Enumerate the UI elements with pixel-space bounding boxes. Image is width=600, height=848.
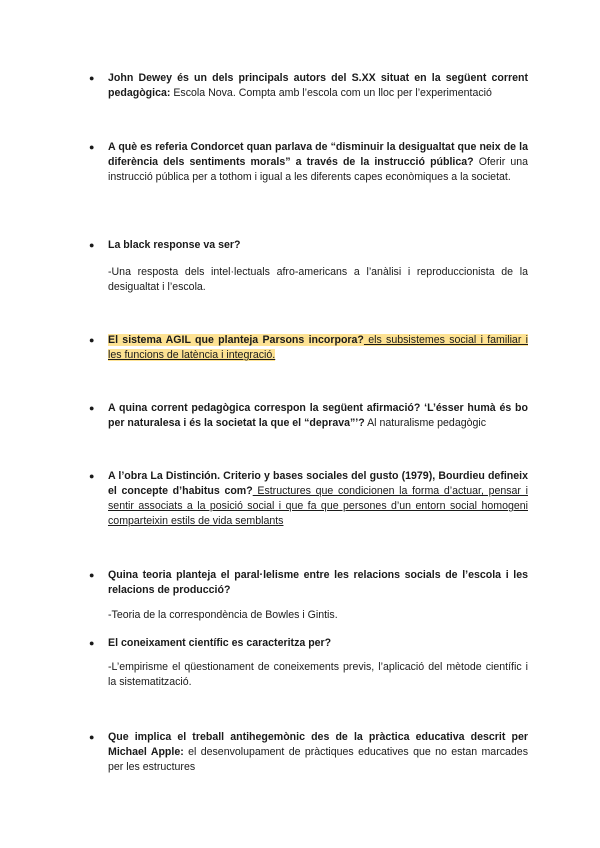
answer-text: el desenvolupament de pràctiques educatives que no estan marcades per les estructures (108, 746, 528, 773)
qa-item-9 (108, 730, 528, 775)
answer-text: els subsistemes social i familiar i les funcions de latència i integració. (108, 334, 528, 361)
answer-text: -Teoria de la correspondència de Bowles i Gintis. (108, 609, 338, 621)
qa-item-5 (108, 401, 528, 431)
answer-text: Estructures que condicionen la forma d’actuar, pensar i sentir associats a la posició social i que fa que persones d’un entorn social homogeni comparteixin estils de vida semblants (108, 485, 528, 527)
qa-item-3 (108, 238, 528, 253)
qa-item-6 (108, 469, 528, 529)
qa-item-2 (108, 140, 528, 185)
answer-text: Escola Nova. Compta amb l’escola com un lloc per l’experimentació (170, 87, 492, 99)
qa-item-4 (108, 333, 528, 363)
bullet-icon: ● (89, 335, 95, 345)
qa-item-1 (108, 71, 528, 101)
qa-item-8 (108, 636, 528, 651)
question-text: El coneixament científic es caracteritza per? (108, 637, 332, 649)
qa-item-7 (108, 568, 528, 598)
bullet-icon: ● (89, 142, 95, 152)
bullet-icon: ● (89, 240, 95, 250)
question-text: Que implica el treball antihegemònic des de la pràctica educativa descrit per Michael Apple: (108, 731, 528, 758)
answer-text: -L’empirisme el qüestionament de coneixements previs, l’aplicació del mètode científic i la sistematització. (108, 661, 528, 688)
answer-text: Oferir una instrucció pública per a tothom i igual a les diferents capes econòmiques a la societat. (108, 156, 529, 183)
bullet-icon: ● (89, 638, 95, 648)
question-text: A què es referia Condorcet quan parlava de “disminuir la desigualtat que neix de la diferència dels sentiments morals” a través de la instrucció pública? (108, 141, 528, 168)
bullet-icon: ● (89, 403, 95, 413)
bullet-icon: ● (89, 73, 95, 83)
question-text: Quina teoria planteja el paral·lelisme entre les relacions socials de l’escola i les relacions de producció? (108, 569, 528, 596)
bullet-icon: ● (89, 570, 95, 580)
bullet-icon: ● (89, 471, 95, 481)
answer-text: Al naturalisme pedagògic (364, 417, 487, 429)
question-text: La black response va ser? (108, 239, 241, 251)
question-text: A l’obra La Distinción. Criterio y bases sociales del gusto (1979), Bourdieu defineix el concepte d’habitus com? (108, 470, 528, 497)
question-text: El sistema AGIL que planteja Parsons incorpora? (108, 334, 364, 346)
question-text: John Dewey és un dels principals autors del S.XX situat en la següent corrent pedagògica: (108, 72, 528, 99)
bullet-icon: ● (89, 732, 95, 742)
answer-text: -Una resposta dels intel·lectuals afro-americans a l’anàlisi i reproduccionista de la desigualtat i l’escola. (108, 266, 528, 293)
question-text: A quina corrent pedagògica correspon la següent afirmació? ‘L’ésser humà és bo per naturalesa i és la societat la que el “deprava”’? (108, 402, 528, 429)
